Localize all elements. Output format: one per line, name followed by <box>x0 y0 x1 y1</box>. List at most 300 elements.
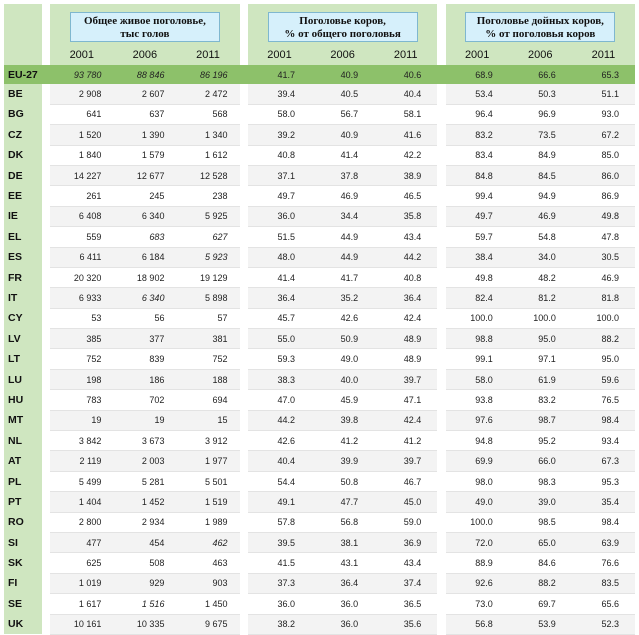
value-cell: 238 <box>176 186 239 206</box>
year-header-cell: 2011 <box>176 45 239 65</box>
value-cell: 44.2 <box>248 410 311 430</box>
value-cell: 67.2 <box>572 125 635 145</box>
value-cell: 39.0 <box>509 492 572 512</box>
value-cell: 51.5 <box>248 227 311 247</box>
value-cell: 83.2 <box>446 125 509 145</box>
value-cell: 59.3 <box>248 349 311 369</box>
group-header-row <box>4 4 635 45</box>
value-cell: 69.9 <box>446 451 509 471</box>
table-row <box>4 288 635 308</box>
value-cell: 10 161 <box>50 614 113 634</box>
country-code: SE <box>4 594 42 614</box>
value-cell: 1 519 <box>176 492 239 512</box>
value-cell: 752 <box>50 349 113 369</box>
value-cell: 61.9 <box>509 369 572 389</box>
value-cell: 20 320 <box>50 267 113 287</box>
value-cell: 42.6 <box>311 308 374 328</box>
value-cell: 625 <box>50 553 113 573</box>
value-cell: 188 <box>176 369 239 389</box>
value-cell: 51.1 <box>572 84 635 104</box>
country-code: FR <box>4 267 42 287</box>
value-cell: 19 129 <box>176 267 239 287</box>
value-cell: 100.0 <box>572 308 635 328</box>
country-code: SK <box>4 553 42 573</box>
country-code: EE <box>4 186 42 206</box>
value-cell: 53 <box>50 308 113 328</box>
group-header-cows <box>248 4 437 45</box>
country-code: LT <box>4 349 42 369</box>
value-cell: 198 <box>50 369 113 389</box>
value-cell: 97.1 <box>509 349 572 369</box>
value-cell: 49.0 <box>446 492 509 512</box>
value-cell: 36.0 <box>311 614 374 634</box>
value-cell: 3 912 <box>176 431 239 451</box>
table-row <box>4 614 635 634</box>
value-cell: 9 675 <box>176 614 239 634</box>
value-cell: 41.6 <box>374 125 437 145</box>
country-code: RO <box>4 512 42 532</box>
value-cell: 39.7 <box>374 451 437 471</box>
group-header-dairy <box>446 4 635 45</box>
value-cell: 5 501 <box>176 471 239 491</box>
value-cell: 66.0 <box>509 451 572 471</box>
table-row <box>4 431 635 451</box>
value-cell: 93.4 <box>572 431 635 451</box>
value-cell: 18 902 <box>113 267 176 287</box>
value-cell: 5 281 <box>113 471 176 491</box>
value-cell: 65.0 <box>509 532 572 552</box>
value-cell: 83.5 <box>572 573 635 593</box>
year-header-cell: 2006 <box>311 45 374 65</box>
value-cell: 2 472 <box>176 84 239 104</box>
value-cell: 6 411 <box>50 247 113 267</box>
value-cell: 627 <box>176 227 239 247</box>
value-cell: 783 <box>50 390 113 410</box>
year-header-cell: 2001 <box>50 45 113 65</box>
value-cell: 37.3 <box>248 573 311 593</box>
value-cell: 53.4 <box>446 84 509 104</box>
value-cell: 6 340 <box>113 206 176 226</box>
value-cell: 76.5 <box>572 390 635 410</box>
value-cell: 95.2 <box>509 431 572 451</box>
country-code: DK <box>4 145 42 165</box>
value-cell: 63.9 <box>572 532 635 552</box>
country-code: EU-27 <box>4 65 42 84</box>
value-cell: 40.4 <box>374 84 437 104</box>
value-cell: 95.0 <box>572 349 635 369</box>
value-cell: 49.7 <box>248 186 311 206</box>
value-cell: 683 <box>113 227 176 247</box>
value-cell: 39.8 <box>311 410 374 430</box>
value-cell: 53.9 <box>509 614 572 634</box>
value-cell: 462 <box>176 532 239 552</box>
table-row <box>4 145 635 165</box>
year-header-cell: 2001 <box>248 45 311 65</box>
value-cell: 559 <box>50 227 113 247</box>
value-cell: 38.2 <box>248 614 311 634</box>
value-cell: 35.8 <box>374 206 437 226</box>
value-cell: 43.4 <box>374 553 437 573</box>
header-cows-line2: % от общего поголовья <box>284 28 401 40</box>
value-cell: 46.7 <box>374 471 437 491</box>
value-cell: 98.7 <box>509 410 572 430</box>
value-cell: 88.9 <box>446 553 509 573</box>
value-cell: 94.8 <box>446 431 509 451</box>
value-cell: 377 <box>113 329 176 349</box>
value-cell: 1 579 <box>113 145 176 165</box>
value-cell: 1 516 <box>113 594 176 614</box>
value-cell: 82.4 <box>446 288 509 308</box>
value-cell: 86.0 <box>572 165 635 185</box>
value-cell: 186 <box>113 369 176 389</box>
table-row <box>4 247 635 267</box>
value-cell: 5 898 <box>176 288 239 308</box>
value-cell: 1 617 <box>50 594 113 614</box>
value-cell: 903 <box>176 573 239 593</box>
value-cell: 2 119 <box>50 451 113 471</box>
value-cell: 30.5 <box>572 247 635 267</box>
country-code: BE <box>4 84 42 104</box>
value-cell: 5 499 <box>50 471 113 491</box>
value-cell: 42.2 <box>374 145 437 165</box>
value-cell: 49.0 <box>311 349 374 369</box>
corner-cell <box>4 4 42 45</box>
country-code: NL <box>4 431 42 451</box>
value-cell: 1 612 <box>176 145 239 165</box>
value-cell: 98.8 <box>446 329 509 349</box>
table-row <box>4 329 635 349</box>
value-cell: 59.7 <box>446 227 509 247</box>
header-dairy-line1: Поголовье дойных коров, <box>476 15 604 27</box>
year-header-cell: 2001 <box>446 45 509 65</box>
country-code: IT <box>4 288 42 308</box>
value-cell: 93 780 <box>50 65 113 84</box>
value-cell: 47.8 <box>572 227 635 247</box>
value-cell: 49.1 <box>248 492 311 512</box>
country-code: BG <box>4 104 42 124</box>
value-cell: 41.2 <box>311 431 374 451</box>
value-cell: 694 <box>176 390 239 410</box>
value-cell: 41.5 <box>248 553 311 573</box>
value-cell: 752 <box>176 349 239 369</box>
value-cell: 36.4 <box>311 573 374 593</box>
value-cell: 59.6 <box>572 369 635 389</box>
country-code: DE <box>4 165 42 185</box>
value-cell: 3 842 <box>50 431 113 451</box>
value-cell: 40.8 <box>248 145 311 165</box>
value-cell: 81.8 <box>572 288 635 308</box>
value-cell: 45.0 <box>374 492 437 512</box>
table-row <box>4 390 635 410</box>
table-row <box>4 451 635 471</box>
value-cell: 46.9 <box>509 206 572 226</box>
value-cell: 38.9 <box>374 165 437 185</box>
value-cell: 40.9 <box>311 125 374 145</box>
value-cell: 43.4 <box>374 227 437 247</box>
value-cell: 36.9 <box>374 532 437 552</box>
value-cell: 381 <box>176 329 239 349</box>
value-cell: 1 452 <box>113 492 176 512</box>
value-cell: 385 <box>50 329 113 349</box>
value-cell: 98.5 <box>509 512 572 532</box>
value-cell: 88 846 <box>113 65 176 84</box>
value-cell: 50.9 <box>311 329 374 349</box>
value-cell: 5 925 <box>176 206 239 226</box>
value-cell: 56.7 <box>311 104 374 124</box>
value-cell: 508 <box>113 553 176 573</box>
value-cell: 45.9 <box>311 390 374 410</box>
value-cell: 39.2 <box>248 125 311 145</box>
value-cell: 463 <box>176 553 239 573</box>
value-cell: 44.9 <box>311 227 374 247</box>
table-row <box>4 267 635 287</box>
value-cell: 56 <box>113 308 176 328</box>
country-code: HU <box>4 390 42 410</box>
value-cell: 44.9 <box>311 247 374 267</box>
value-cell: 99.1 <box>446 349 509 369</box>
country-code: PL <box>4 471 42 491</box>
value-cell: 48.9 <box>374 329 437 349</box>
value-cell: 49.8 <box>446 267 509 287</box>
value-cell: 86.9 <box>572 186 635 206</box>
value-cell: 34.4 <box>311 206 374 226</box>
value-cell: 47.7 <box>311 492 374 512</box>
value-cell: 929 <box>113 573 176 593</box>
table-row <box>4 594 635 614</box>
value-cell: 40.4 <box>248 451 311 471</box>
value-cell: 12 677 <box>113 165 176 185</box>
value-cell: 1 989 <box>176 512 239 532</box>
value-cell: 99.4 <box>446 186 509 206</box>
value-cell: 637 <box>113 104 176 124</box>
value-cell: 95.3 <box>572 471 635 491</box>
value-cell: 45.7 <box>248 308 311 328</box>
table-row <box>4 553 635 573</box>
table-row <box>4 84 635 104</box>
value-cell: 40.5 <box>311 84 374 104</box>
value-cell: 37.8 <box>311 165 374 185</box>
value-cell: 245 <box>113 186 176 206</box>
year-header-cell: 2011 <box>374 45 437 65</box>
country-code: IE <box>4 206 42 226</box>
country-code: LV <box>4 329 42 349</box>
year-header-cell: 2006 <box>113 45 176 65</box>
value-cell: 93.8 <box>446 390 509 410</box>
country-code: EL <box>4 227 42 247</box>
value-cell: 84.8 <box>446 165 509 185</box>
year-header-row <box>4 45 635 65</box>
value-cell: 37.4 <box>374 573 437 593</box>
country-code: SI <box>4 532 42 552</box>
country-code: FI <box>4 573 42 593</box>
table-row <box>4 104 635 124</box>
table-row <box>4 125 635 145</box>
value-cell: 58.0 <box>248 104 311 124</box>
year-header-cell: 2006 <box>509 45 572 65</box>
value-cell: 40.0 <box>311 369 374 389</box>
value-cell: 98.0 <box>446 471 509 491</box>
country-code: ES <box>4 247 42 267</box>
value-cell: 100.0 <box>509 308 572 328</box>
value-cell: 41.4 <box>311 145 374 165</box>
value-cell: 96.9 <box>509 104 572 124</box>
value-cell: 34.0 <box>509 247 572 267</box>
value-cell: 81.2 <box>509 288 572 308</box>
value-cell: 100.0 <box>446 512 509 532</box>
value-cell: 57 <box>176 308 239 328</box>
value-cell: 42.6 <box>248 431 311 451</box>
value-cell: 2 607 <box>113 84 176 104</box>
value-cell: 58.0 <box>446 369 509 389</box>
value-cell: 92.6 <box>446 573 509 593</box>
value-cell: 100.0 <box>446 308 509 328</box>
value-cell: 1 840 <box>50 145 113 165</box>
value-cell: 36.0 <box>248 206 311 226</box>
header-livestock-line1: Общее живое поголовье, <box>83 15 206 27</box>
value-cell: 1 977 <box>176 451 239 471</box>
country-code: CZ <box>4 125 42 145</box>
country-code: CY <box>4 308 42 328</box>
country-code: LU <box>4 369 42 389</box>
value-cell: 35.2 <box>311 288 374 308</box>
value-cell: 94.9 <box>509 186 572 206</box>
value-cell: 96.4 <box>446 104 509 124</box>
value-cell: 42.4 <box>374 308 437 328</box>
value-cell: 58.1 <box>374 104 437 124</box>
value-cell: 2 800 <box>50 512 113 532</box>
value-cell: 88.2 <box>509 573 572 593</box>
value-cell: 88.2 <box>572 329 635 349</box>
value-cell: 98.3 <box>509 471 572 491</box>
table-row <box>4 512 635 532</box>
value-cell: 2 934 <box>113 512 176 532</box>
value-cell: 19 <box>50 410 113 430</box>
value-cell: 641 <box>50 104 113 124</box>
livestock-table-container <box>4 4 635 635</box>
value-cell: 41.4 <box>248 267 311 287</box>
value-cell: 568 <box>176 104 239 124</box>
value-cell: 42.4 <box>374 410 437 430</box>
value-cell: 52.3 <box>572 614 635 634</box>
value-cell: 38.4 <box>446 247 509 267</box>
value-cell: 261 <box>50 186 113 206</box>
table-row-eu27 <box>4 65 635 84</box>
year-header-cell: 2011 <box>572 45 635 65</box>
value-cell: 47.1 <box>374 390 437 410</box>
value-cell: 35.4 <box>572 492 635 512</box>
value-cell: 1 450 <box>176 594 239 614</box>
value-cell: 1 390 <box>113 125 176 145</box>
value-cell: 46.9 <box>572 267 635 287</box>
value-cell: 15 <box>176 410 239 430</box>
value-cell: 36.0 <box>311 594 374 614</box>
value-cell: 39.5 <box>248 532 311 552</box>
value-cell: 83.4 <box>446 145 509 165</box>
value-cell: 98.4 <box>572 410 635 430</box>
value-cell: 44.2 <box>374 247 437 267</box>
value-cell: 48.9 <box>374 349 437 369</box>
value-cell: 6 184 <box>113 247 176 267</box>
value-cell: 68.9 <box>446 65 509 84</box>
group-header-livestock <box>50 4 239 45</box>
value-cell: 40.9 <box>311 65 374 84</box>
value-cell: 97.6 <box>446 410 509 430</box>
country-code: AT <box>4 451 42 471</box>
value-cell: 83.2 <box>509 390 572 410</box>
value-cell: 47.0 <box>248 390 311 410</box>
value-cell: 84.9 <box>509 145 572 165</box>
value-cell: 36.4 <box>374 288 437 308</box>
livestock-table <box>4 4 635 635</box>
value-cell: 38.1 <box>311 532 374 552</box>
value-cell: 69.7 <box>509 594 572 614</box>
value-cell: 54.8 <box>509 227 572 247</box>
value-cell: 39.7 <box>374 369 437 389</box>
value-cell: 14 227 <box>50 165 113 185</box>
value-cell: 48.0 <box>248 247 311 267</box>
table-row <box>4 308 635 328</box>
value-cell: 48.2 <box>509 267 572 287</box>
value-cell: 6 933 <box>50 288 113 308</box>
value-cell: 37.1 <box>248 165 311 185</box>
value-cell: 76.6 <box>572 553 635 573</box>
value-cell: 39.9 <box>311 451 374 471</box>
table-row <box>4 165 635 185</box>
value-cell: 19 <box>113 410 176 430</box>
value-cell: 72.0 <box>446 532 509 552</box>
value-cell: 41.7 <box>248 65 311 84</box>
value-cell: 36.5 <box>374 594 437 614</box>
value-cell: 50.3 <box>509 84 572 104</box>
value-cell: 86 196 <box>176 65 239 84</box>
value-cell: 65.3 <box>572 65 635 84</box>
value-cell: 839 <box>113 349 176 369</box>
value-cell: 36.0 <box>248 594 311 614</box>
value-cell: 50.8 <box>311 471 374 491</box>
table-row <box>4 410 635 430</box>
table-row <box>4 532 635 552</box>
value-cell: 85.0 <box>572 145 635 165</box>
value-cell: 41.2 <box>374 431 437 451</box>
table-row <box>4 186 635 206</box>
value-cell: 36.4 <box>248 288 311 308</box>
header-box-dairy <box>465 12 615 42</box>
value-cell: 66.6 <box>509 65 572 84</box>
value-cell: 84.6 <box>509 553 572 573</box>
value-cell: 10 335 <box>113 614 176 634</box>
value-cell: 46.9 <box>311 186 374 206</box>
value-cell: 702 <box>113 390 176 410</box>
value-cell: 57.8 <box>248 512 311 532</box>
value-cell: 40.6 <box>374 65 437 84</box>
value-cell: 5 923 <box>176 247 239 267</box>
header-livestock-line2: тыс голов <box>120 28 170 40</box>
value-cell: 2 908 <box>50 84 113 104</box>
value-cell: 56.8 <box>446 614 509 634</box>
country-code: MT <box>4 410 42 430</box>
value-cell: 55.0 <box>248 329 311 349</box>
country-code: PT <box>4 492 42 512</box>
value-cell: 73.0 <box>446 594 509 614</box>
value-cell: 1 019 <box>50 573 113 593</box>
value-cell: 38.3 <box>248 369 311 389</box>
value-cell: 39.4 <box>248 84 311 104</box>
header-cows-line1: Поголовье коров, <box>299 15 386 27</box>
value-cell: 41.7 <box>311 267 374 287</box>
value-cell: 93.0 <box>572 104 635 124</box>
header-box-livestock <box>70 12 220 42</box>
table-row <box>4 471 635 491</box>
